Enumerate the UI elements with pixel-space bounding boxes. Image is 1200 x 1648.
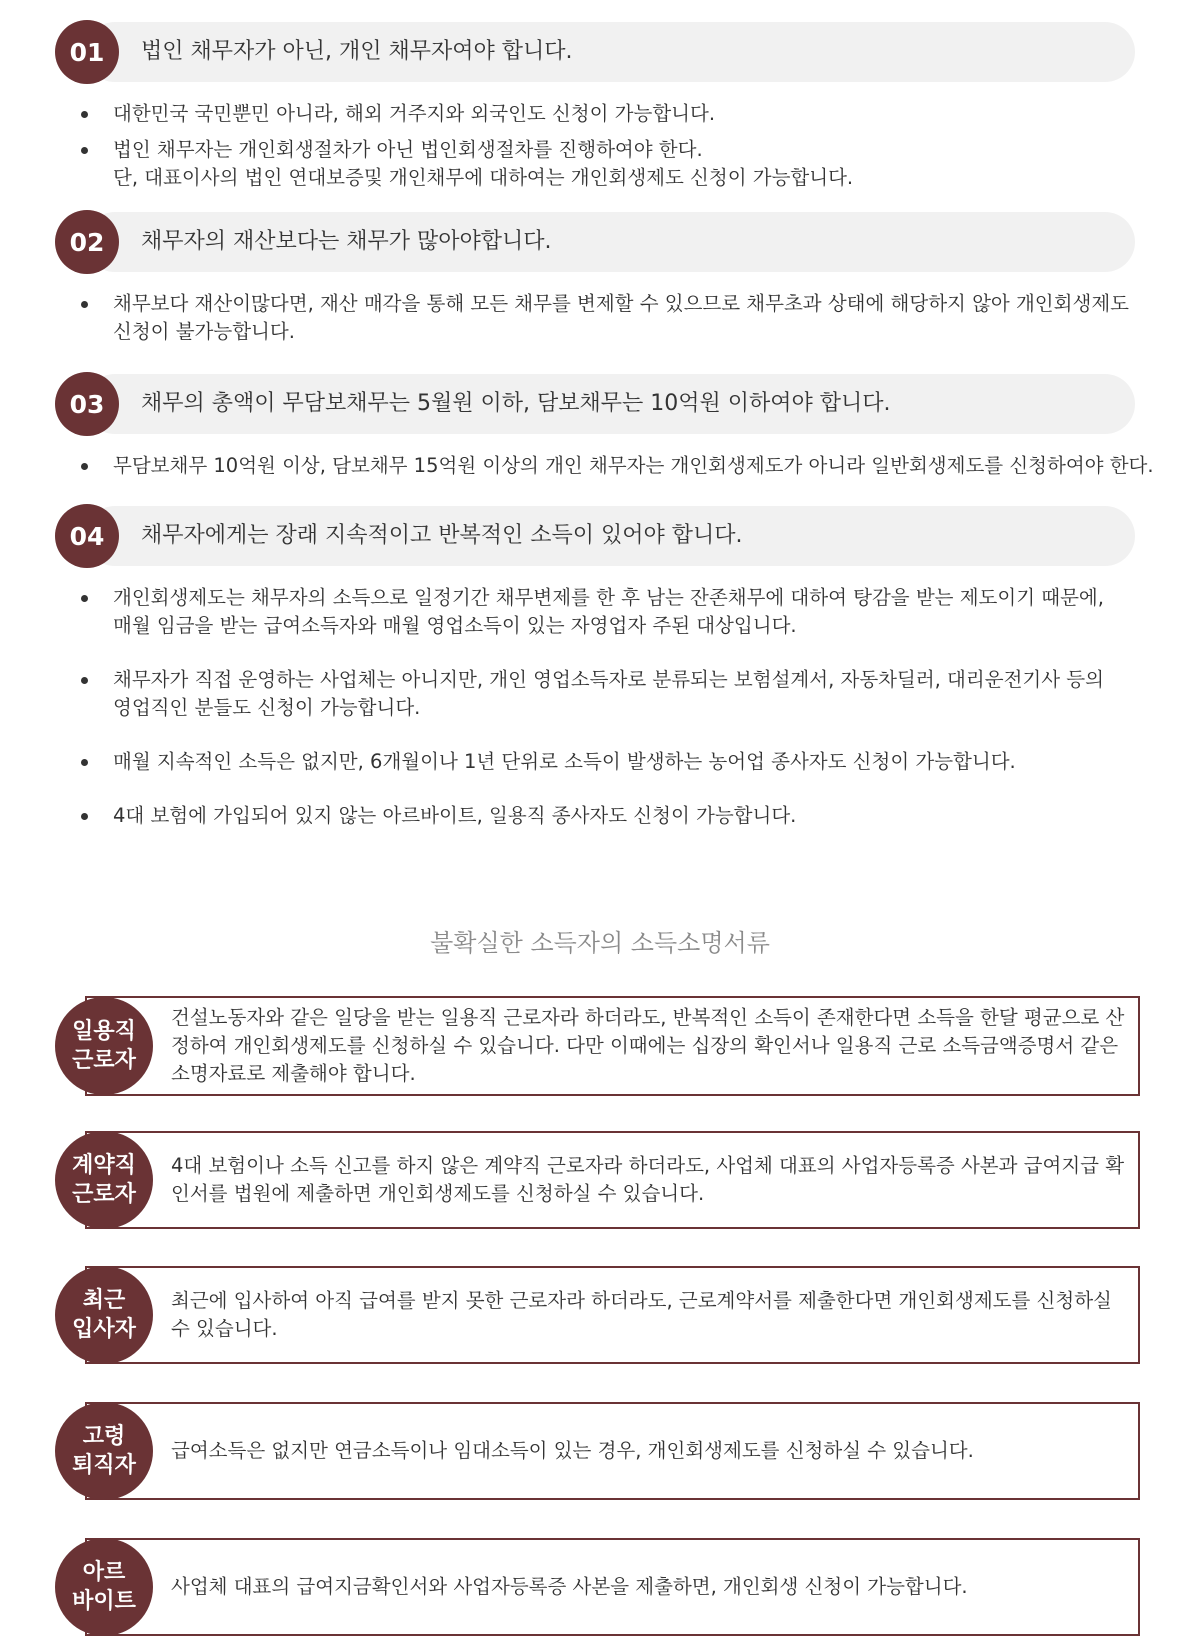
requirement-01 [55,20,1165,192]
card-badge: 아르 바이트 [55,1538,153,1636]
bullet-item: 채무보다 재산이많다면, 재산 매각을 통해 모든 채무를 변제할 수 있으므로 채무초과 상태에 해당하지 않아 개인회생제도 신청이 불가능합니다. [55,290,1165,346]
section-title: 불확실한 소득자의 소득소명서류 [430,929,770,957]
requirement-title: 법인 채무자가 아닌, 개인 채무자여야 합니다. [141,39,573,64]
bullet-item: 법인 채무자는 개인회생절차가 아닌 법인회생절차를 진행하여야 한다. 단, 대표이사의 법인 연대보증및 개인채무에 대하여는 개인회생제도 신청이 가능합니다. [55,136,1165,192]
card-text [171,1542,1134,1632]
card-badge: 계약직 근로자 [55,1131,153,1229]
requirement-number-badge: 03 [55,372,119,436]
card-text-content: 최근에 입사하여 아직 급여를 받지 못한 근로자라 하더라도, 근로계약서를 제출한다면 개인회생제도를 신청하실 수 있습니다. [171,1289,1112,1340]
card-text [171,1135,1134,1225]
card-text [171,1270,1134,1360]
requirement-number-badge: 02 [55,210,119,274]
bullet-item: 채무자가 직접 운영하는 사업체는 아니지만, 개인 영업소득자로 분류되는 보험설계서, 자동차딜러, 대리운전기사 등의 영업직인 분들도 신청이 가능합니다. [55,666,1165,722]
requirement-bullet-list [55,100,1165,192]
income-card-part-time [55,1538,1140,1636]
requirement-title: 채무자의 재산보다는 채무가 많아야합니다. [141,229,552,254]
bullet-item: 개인회생제도는 채무자의 소득으로 일정기간 채무변제를 한 후 남는 잔존채무에 대하여 탕감을 받는 제도이기 때문에, 매월 임금을 받는 급여소득자와 매월 영업소득이 있는 자영업자 주된 대상입니다. [55,584,1165,640]
requirement-04 [55,504,1165,830]
card-text-content: 사업체 대표의 급여지금확인서와 사업자등록증 사본을 제출하면, 개인회생 신청이 가능합니다. [171,1575,968,1598]
bullet-dot-icon [81,147,88,154]
card-badge: 일용직 근로자 [55,997,153,1095]
requirement-02 [55,210,1165,346]
requirement-number-badge: 01 [55,20,119,84]
requirement-header [55,210,1165,274]
bullet-dot-icon [81,759,88,766]
bullet-dot-icon [81,111,88,118]
bullet-item: 4대 보험에 가입되어 있지 않는 아르바이트, 일용직 종사자도 신청이 가능합니다. [55,802,1165,830]
requirement-03 [55,372,1165,480]
bullet-dot-icon [81,463,88,470]
requirement-bullet-list [55,584,1165,830]
income-card-contract-worker [55,1131,1140,1229]
requirement-title: 채무의 총액이 무담보채무는 5월원 이하, 담보채무는 10억원 이하여야 합니다. [141,391,891,416]
bullet-item: 매월 지속적인 소득은 없지만, 6개월이나 1년 단위로 소득이 발생하는 농어업 종사자도 신청이 가능합니다. [55,748,1165,776]
requirement-title: 채무자에게는 장래 지속적이고 반복적인 소득이 있어야 합니다. [141,523,743,548]
income-card-new-hire [55,1266,1140,1364]
card-badge: 고령 퇴직자 [55,1402,153,1500]
requirement-bullet-list [55,290,1165,346]
requirement-header [55,372,1165,436]
bullet-dot-icon [81,677,88,684]
requirement-header [55,20,1165,84]
requirement-bullet-list [55,452,1165,480]
card-text-content: 4대 보험이나 소득 신고를 하지 않은 계약직 근로자라 하더라도, 사업체 대표의 사업자등록증 사본과 급여지급 확인서를 법원에 제출하면 개인회생제도를 신청하실 수 있습니다. [171,1154,1125,1205]
income-card-retiree [55,1402,1140,1500]
bullet-item: 무담보채무 10억원 이상, 담보채무 15억원 이상의 개인 채무자는 개인회생제도가 아니라 일반회생제도를 신청하여야 한다. [55,452,1165,480]
bullet-item: 대한민국 국민뿐민 아니라, 해외 거주지와 외국인도 신청이 가능합니다. [55,100,1165,128]
income-card-daily-worker [55,996,1140,1096]
bullet-dot-icon [81,813,88,820]
card-text [171,1000,1134,1092]
bullet-dot-icon [81,595,88,602]
card-badge: 최근 입사자 [55,1266,153,1364]
bullet-dot-icon [81,301,88,308]
requirement-header [55,504,1165,568]
card-text-content: 건설노동자와 같은 일당을 받는 일용직 근로자라 하더라도, 반복적인 소득이 존재한다면 소득을 한달 평균으로 산정하여 개인회생제도를 신청하실 수 있습니다. 다만 이때에는 십장의 확인서나 일용직 근로 소득금액증명서 같은 소명자료로 제출해야 합니다. [171,1006,1125,1085]
card-text [171,1406,1134,1496]
requirement-number-badge: 04 [55,504,119,568]
card-text-content: 급여소득은 없지만 연금소득이나 임대소득이 있는 경우, 개인회생제도를 신청하실 수 있습니다. [171,1439,974,1462]
